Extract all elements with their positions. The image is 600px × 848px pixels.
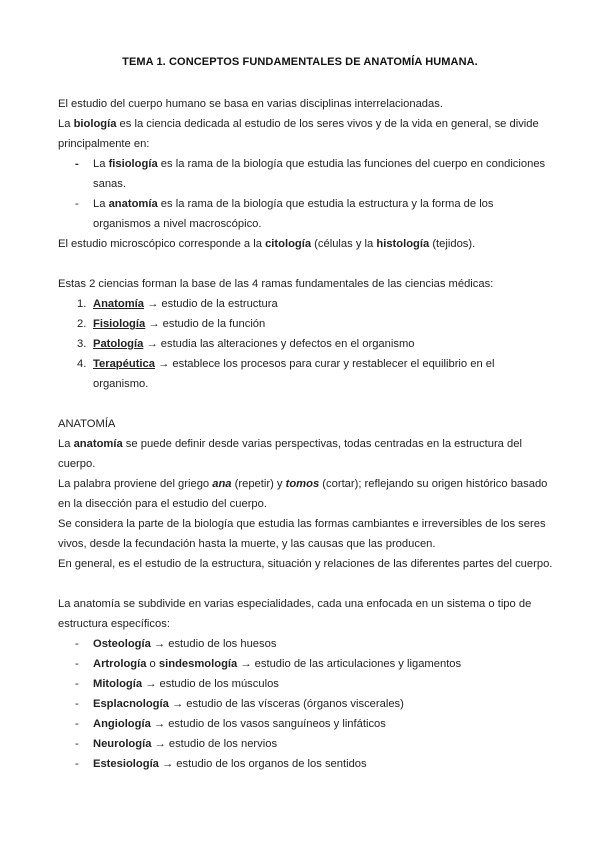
rama-item-1: 1. Anatomía → estudio de la estructura (77, 298, 278, 310)
anatomia-p2: La palabra proviene del griego ana (repetir) y tomos (cortar); reflejando su origen histórico basado (58, 478, 548, 490)
bullet-marker: - (75, 738, 79, 750)
bullet-marker: - (75, 638, 79, 650)
bullet-marker: - (75, 658, 79, 670)
rama-item-4: 4. Terapéutica → establece los procesos para curar y restablecer el equilibrio en el (77, 358, 495, 370)
bullet-marker: - (75, 198, 79, 210)
anatomia-p2-cont: en la disección para el estudio del cuerpo. (58, 498, 267, 510)
microscopic-line: El estudio microscópico corresponde a la citología (células y la histología (tejidos). (58, 238, 476, 250)
especialidad-item: - Artrología o sindesmología → estudio de las articulaciones y ligamentos (58, 654, 548, 674)
especialidad-item: - Estesiología → estudio de los organos de los sentidos (58, 754, 548, 774)
anatomia-p4: En general, es el estudio de la estructura, situación y relaciones de las diferentes partes del cuerpo. (58, 558, 553, 570)
especialidad-item: - Mitología → estudio de los músculos (58, 674, 548, 694)
bullet-marker: - (75, 158, 79, 170)
bullet-anatomia-cont: organismos a nivel macroscópico. (93, 218, 262, 230)
especialidades-intro: La anatomía se subdivide en varias especialidades, cada una enfocada en un sistema o tipo de (58, 598, 532, 610)
especialidad-item: - Osteología → estudio de los huesos (58, 634, 548, 654)
bullet-anatomia: - La anatomía es la rama de la biología que estudia la estructura y la forma de los (58, 194, 548, 214)
anatomia-p3-cont: vivos, desde la fecundación hasta la muerte, y las causas que las producen. (58, 538, 436, 550)
rama-item-3: 3. Patología → estudia las alteraciones y defectos en el organismo (77, 338, 415, 350)
bullet-marker: - (75, 698, 79, 710)
especialidades-intro-cont: estructura específicos: (58, 618, 170, 630)
bullet-fisiologia-cont: sanas. (93, 178, 126, 190)
anatomia-p1-cont: cuerpo. (58, 458, 96, 470)
section-heading-anatomia: ANATOMÍA (58, 418, 116, 430)
especialidad-item: - Esplacnología → estudio de las vísceras (órganos viscerales) (58, 694, 548, 714)
intro-line-2: La biología es la ciencia dedicada al estudio de los seres vivos y de la vida en general, se divide (58, 118, 539, 130)
ramas-intro: Estas 2 ciencias forman la base de las 4 ramas fundamentales de las ciencias médicas: (58, 278, 494, 290)
bullet-fisiologia: - La fisiología es la rama de la biología que estudia las funciones del cuerpo en condiciones (58, 154, 548, 174)
rama-item-2: 2. Fisiología → estudio de la función (77, 318, 266, 330)
intro-line-3: principalmente en: (58, 138, 150, 150)
bullet-marker: - (75, 758, 79, 770)
especialidad-item: - Neurología → estudio de los nervios (58, 734, 548, 754)
bullet-marker: - (75, 678, 79, 690)
especialidad-item: - Angiología → estudio de los vasos sanguíneos y linfáticos (58, 714, 548, 734)
document-title: TEMA 1. CONCEPTOS FUNDAMENTALES DE ANATOMÍA HUMANA. (122, 56, 478, 68)
document-body (58, 94, 553, 774)
bullet-marker: - (75, 718, 79, 730)
anatomia-p1: La anatomía se puede definir desde varias perspectivas, todas centradas en la estructura del (58, 438, 522, 450)
anatomia-p3: Se considera la parte de la biología que estudia las formas cambiantes e irreversibles de los seres (58, 518, 546, 530)
rama-item-4-cont: organismo. (93, 378, 149, 390)
intro-line-1: El estudio del cuerpo humano se basa en varias disciplinas interrelacionadas. (58, 98, 443, 110)
